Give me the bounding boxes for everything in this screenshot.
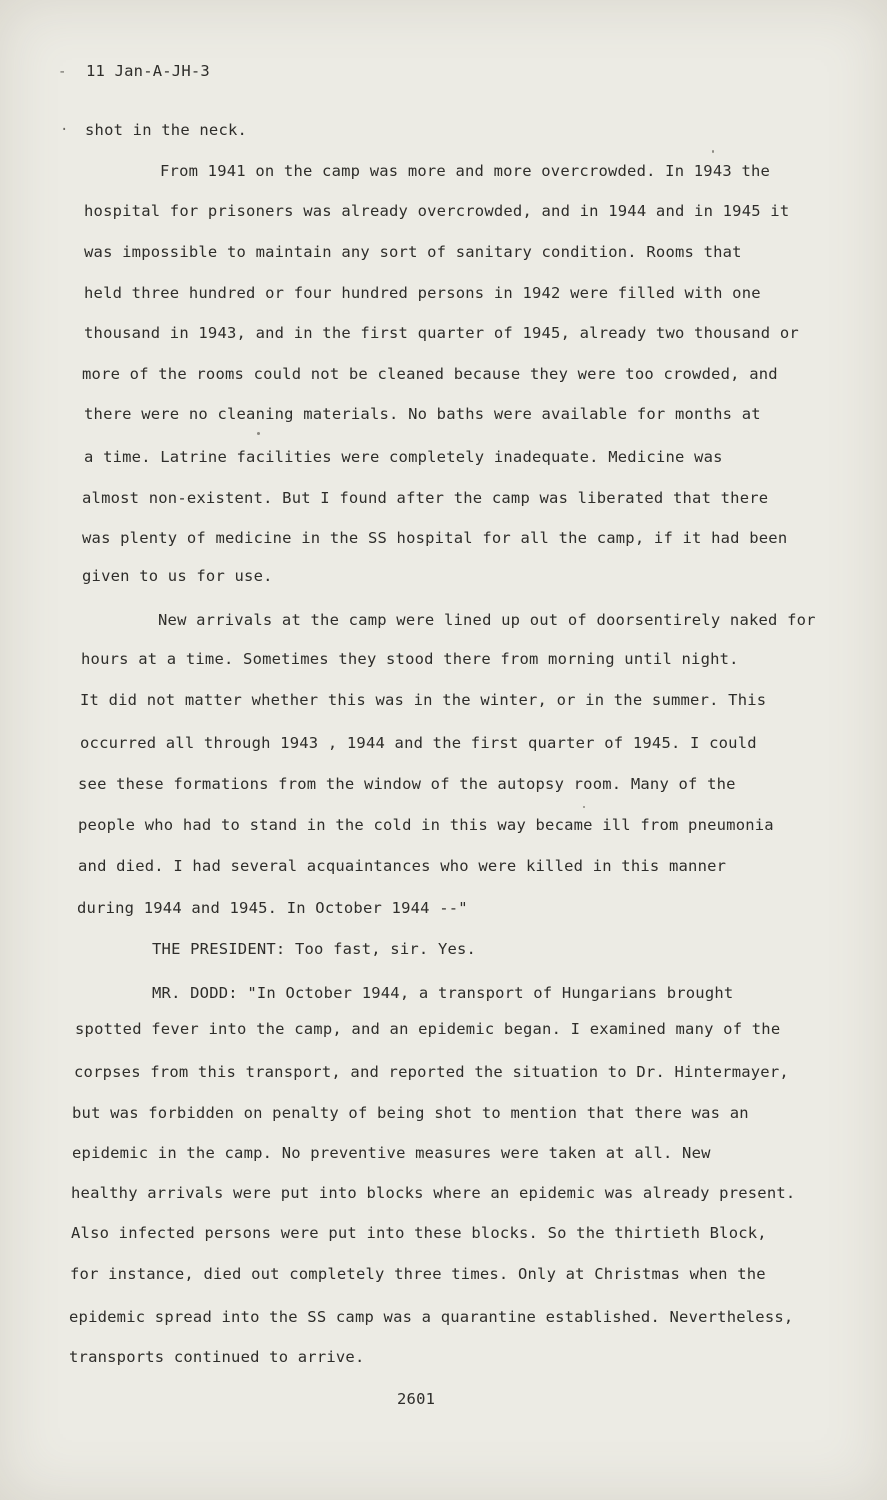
text-line: almost non-existent. But I found after the camp was liberated that there: [82, 489, 769, 507]
margin-dot-mark: ·: [60, 122, 69, 138]
text-line: epidemic spread into the SS camp was a quarantine established. Nevertheless,: [69, 1308, 794, 1326]
text-line: for instance, died out completely three times. Only at Christmas when the: [70, 1265, 766, 1283]
text-line: Also infected persons were put into these blocks. So the thirtieth Block,: [71, 1224, 767, 1242]
paper-speck: [712, 150, 714, 153]
text-line: corpses from this transport, and reported the situation to Dr. Hintermayer,: [74, 1063, 789, 1081]
text-line: healthy arrivals were put into blocks where an epidemic was already present.: [71, 1184, 796, 1202]
text-line: epidemic in the camp. No preventive measures were taken at all. New: [72, 1144, 711, 1162]
paper-speck: [257, 432, 260, 435]
text-line: occurred all through 1943 , 1944 and the first quarter of 1945. I could: [80, 734, 757, 752]
text-line: transports continued to arrive.: [69, 1348, 365, 1366]
text-line: was impossible to maintain any sort of sanitary condition. Rooms that: [84, 243, 742, 261]
text-line: shot in the neck.: [85, 121, 248, 139]
speaker-line: MR. DODD: "In October 1944, a transport of Hungarians brought: [152, 984, 734, 1002]
text-line: and died. I had several acquaintances who were killed in this manner: [78, 857, 727, 875]
text-line: but was forbidden on penalty of being shot to mention that there was an: [72, 1104, 749, 1122]
text-line: during 1944 and 1945. In October 1944 --": [77, 899, 468, 917]
page-number: 2601: [397, 1390, 436, 1408]
text-line: spotted fever into the camp, and an epidemic began. I examined many of the: [75, 1020, 781, 1038]
text-line: hours at a time. Sometimes they stood there from morning until night.: [81, 650, 739, 668]
text-line: more of the rooms could not be cleaned because they were too crowded, and: [82, 365, 778, 383]
text-line: was plenty of medicine in the SS hospital for all the camp, if it had been: [82, 529, 788, 547]
text-line: see these formations from the window of the autopsy room. Many of the: [78, 775, 736, 793]
document-reference: 11 Jan-A-JH-3: [86, 62, 210, 80]
text-line: thousand in 1943, and in the first quarter of 1945, already two thousand or: [84, 324, 799, 342]
text-line: hospital for prisoners was already overcrowded, and in 1944 and in 1945 it: [84, 202, 790, 220]
text-line: there were no cleaning materials. No baths were available for months at: [84, 405, 761, 423]
margin-dash-mark: -: [58, 64, 67, 80]
text-line: held three hundred or four hundred persons in 1942 were filled with one: [84, 284, 761, 302]
text-line: given to us for use.: [82, 567, 273, 585]
text-line: It did not matter whether this was in the winter, or in the summer. This: [80, 691, 767, 709]
text-line: a time. Latrine facilities were completely inadequate. Medicine was: [84, 448, 723, 466]
speaker-line: THE PRESIDENT: Too fast, sir. Yes.: [152, 940, 477, 958]
paper-speck: [583, 806, 585, 808]
text-line: people who had to stand in the cold in this way became ill from pneumonia: [78, 816, 774, 834]
text-line: New arrivals at the camp were lined up out of doorsentirely naked for: [158, 611, 816, 629]
text-line: From 1941 on the camp was more and more overcrowded. In 1943 the: [160, 162, 771, 180]
